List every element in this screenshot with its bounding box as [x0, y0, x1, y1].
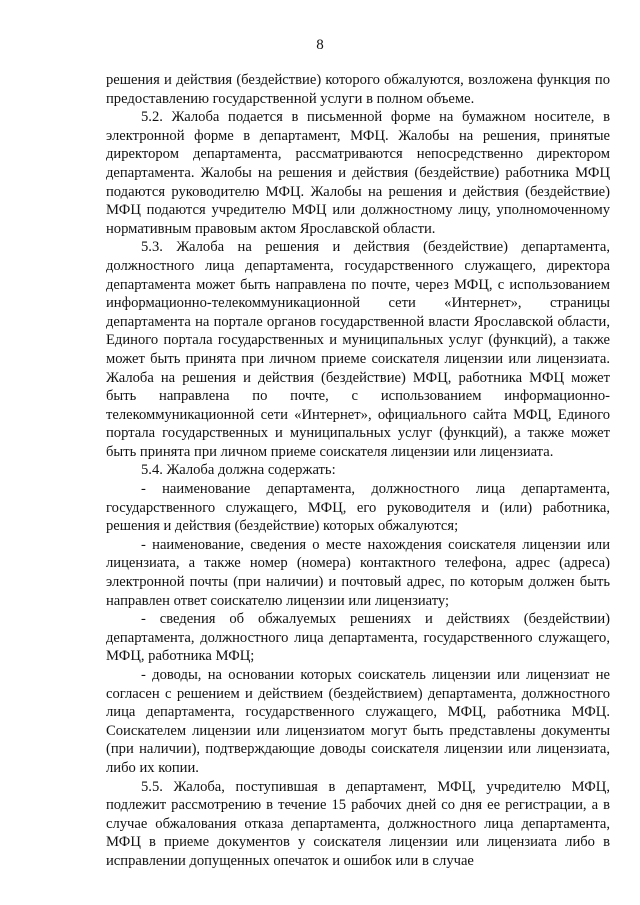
list-item-arguments: - доводы, на основании которых соискатель лицензии или лицензиат не согласен с решением и действием (бездействием) департамента, должностного лица департамента, государственного служащего, МФЦ, работника МФЦ. Соискателем лицензии или лицензиатом могут быть представлены документы (при наличии), подтверждающие доводы соискателя лицензии или лицензиата, либо их копии.	[106, 667, 610, 776]
list-item-appealed-decisions: - сведения об обжалуемых решениях и действиях (бездействии) департамента, должностного лица департамента, государственного служащего, МФЦ, работника МФЦ;	[106, 611, 610, 665]
document-body	[106, 71, 610, 871]
list-item-complaint-subject: - наименование департамента, должностного лица департамента, государственного служащего, МФЦ, его руководителя и (или) работника, решения и действия (бездействие) которых обжалуются;	[106, 481, 610, 535]
list-item-applicant-details: - наименование, сведения о месте нахождения соискателя лицензии или лицензиата, а также номер (номера) контактного телефона, адрес (адреса) электронной почты (при наличии) и почтовый адрес, по которым должен быть направлен ответ соискателю лицензии или лицензиату;	[106, 536, 610, 609]
paragraph-5-5: 5.5. Жалоба, поступившая в департамент, МФЦ, учредителю МФЦ, подлежит рассмотрению в течение 15 рабочих дней со дня ее регистрации, а в случае обжалования отказа департамента, должностного лица департамента, МФЦ в приеме документов у соискателя лицензии или лицензиата либо в исправлении допущенных опечаток и ошибок или в случае	[106, 778, 610, 869]
paragraph-5-3: 5.3. Жалоба на решения и действия (бездействие) департамента, должностного лица департамента, государственного служащего, директора департамента может быть направлена по почте, через МФЦ, с использованием информационно-телекоммуникационной сети «Интернет», страницы департамента на портале органов государственной власти Ярославской области, Единого портала государственных и муниципальных услуг (функций), а также может быть принята при личном приеме соискателя лицензии или лицензиата. Жалоба на решения и действия (бездействие) МФЦ, работника МФЦ может быть направлена по почте, с использованием информационно-телекоммуникационной сети «Интернет», официального сайта МФЦ, Единого портала государственных и муниципальных услуг (функций), а также может быть принята при личном приеме соискателя лицензии или лицензиата.	[106, 239, 610, 460]
paragraph-continuation: решения и действия (бездействие) которого обжалуются, возложена функция по предоставлению государственной услуги в полном объеме.	[106, 72, 610, 107]
paragraph-5-4: 5.4. Жалоба должна содержать:	[141, 462, 336, 479]
paragraph-5-2: 5.2. Жалоба подается в письменной форме на бумажном носителе, в электронной форме в департамент, МФЦ. Жалобы на решения, принятые директором департамента, рассматриваются непосредственно директором департамента. Жалобы на решения и действия (бездействие) работника МФЦ подаются руководителю МФЦ. Жалобы на решения и действия (бездействие) МФЦ подаются учредителю МФЦ или должностному лицу, уполномоченному нормативным правовым актом Ярославской области.	[106, 109, 610, 237]
page-number: 8	[316, 37, 324, 53]
